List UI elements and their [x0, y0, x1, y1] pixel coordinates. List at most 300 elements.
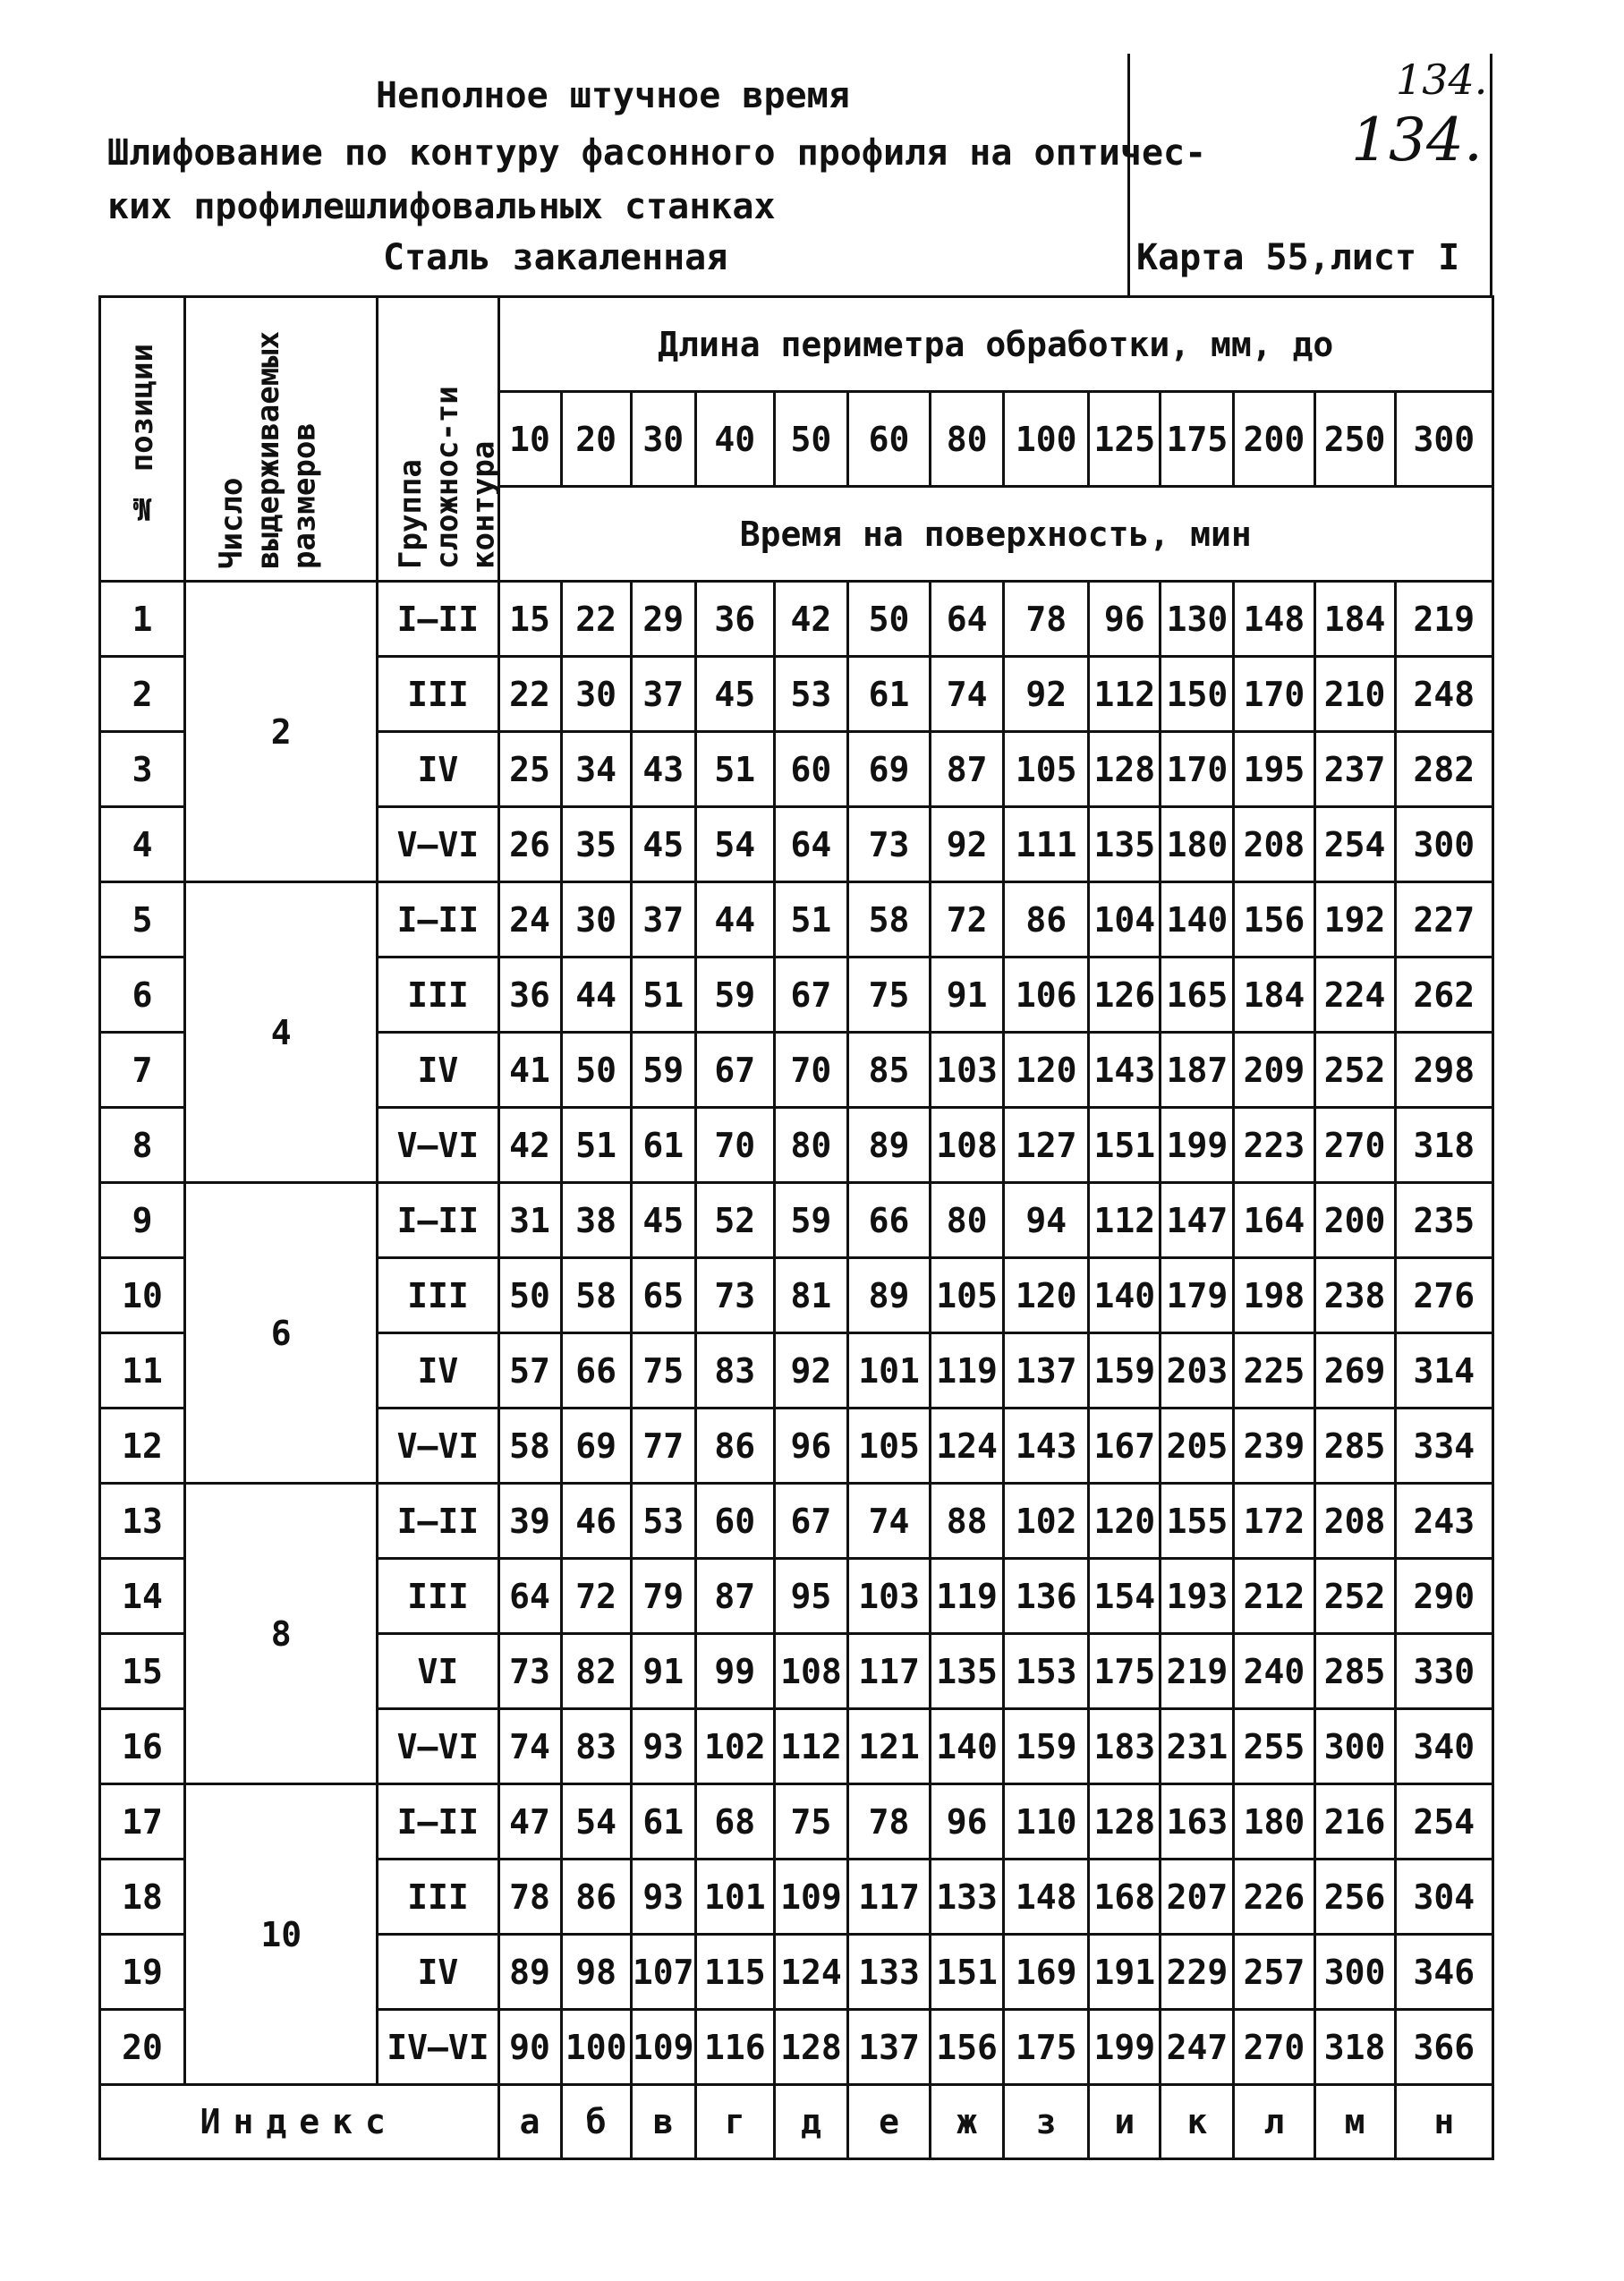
- time-value-cell: 128: [774, 2010, 847, 2085]
- time-value-cell: 119: [931, 1559, 1004, 1634]
- time-value-cell: 155: [1161, 1484, 1234, 1559]
- time-value-cell: 68: [695, 1784, 774, 1860]
- time-value-cell: 35: [561, 807, 631, 882]
- time-value-cell: 126: [1089, 958, 1161, 1033]
- complexity-group-cell: VI: [378, 1634, 498, 1709]
- position-cell: 9: [100, 1183, 185, 1258]
- position-cell: 13: [100, 1484, 185, 1559]
- index-letter: к: [1161, 2085, 1234, 2159]
- time-value-cell: 285: [1314, 1634, 1395, 1709]
- time-value-cell: 38: [561, 1183, 631, 1258]
- time-value-cell: 96: [931, 1784, 1004, 1860]
- time-value-cell: 231: [1161, 1709, 1234, 1784]
- time-value-cell: 61: [631, 1784, 695, 1860]
- time-value-cell: 75: [631, 1333, 695, 1409]
- time-value-cell: 109: [631, 2010, 695, 2085]
- time-value-cell: 133: [931, 1860, 1004, 1935]
- time-value-cell: 45: [631, 807, 695, 882]
- length-value: 20: [561, 392, 631, 487]
- time-value-cell: 148: [1004, 1860, 1089, 1935]
- time-value-cell: 99: [695, 1634, 774, 1709]
- time-value-cell: 57: [498, 1333, 561, 1409]
- complexity-group-cell: I–II: [378, 1183, 498, 1258]
- group-column-header: Группа сложнос-ти контура: [378, 297, 498, 582]
- time-value-cell: 22: [498, 657, 561, 732]
- time-value-cell: 209: [1234, 1033, 1314, 1108]
- time-value-cell: 51: [561, 1108, 631, 1183]
- time-value-cell: 45: [695, 657, 774, 732]
- time-value-cell: 50: [498, 1258, 561, 1333]
- time-value-cell: 36: [695, 582, 774, 657]
- length-value: 60: [847, 392, 930, 487]
- time-value-cell: 73: [695, 1258, 774, 1333]
- time-value-cell: 83: [695, 1333, 774, 1409]
- time-value-cell: 101: [847, 1333, 930, 1409]
- time-value-cell: 124: [931, 1409, 1004, 1484]
- page-number-handwritten-2: 134.: [1351, 106, 1483, 174]
- time-value-cell: 30: [561, 882, 631, 958]
- time-value-cell: 22: [561, 582, 631, 657]
- length-value: 50: [774, 392, 847, 487]
- index-letter: г: [695, 2085, 774, 2159]
- time-value-cell: 96: [1089, 582, 1161, 657]
- time-value-cell: 43: [631, 732, 695, 807]
- length-value: 80: [931, 392, 1004, 487]
- time-value-cell: 111: [1004, 807, 1089, 882]
- time-value-cell: 180: [1234, 1784, 1314, 1860]
- time-value-cell: 86: [695, 1409, 774, 1484]
- time-value-cell: 102: [695, 1709, 774, 1784]
- time-value-cell: 46: [561, 1484, 631, 1559]
- time-value-cell: 89: [847, 1258, 930, 1333]
- complexity-group-cell: III: [378, 958, 498, 1033]
- time-value-cell: 156: [1234, 882, 1314, 958]
- time-value-cell: 44: [695, 882, 774, 958]
- time-value-cell: 124: [774, 1935, 847, 2010]
- time-value-cell: 92: [1004, 657, 1089, 732]
- time-value-cell: 193: [1161, 1559, 1234, 1634]
- time-value-cell: 103: [847, 1559, 930, 1634]
- time-value-cell: 135: [931, 1634, 1004, 1709]
- time-value-cell: 282: [1395, 732, 1492, 807]
- index-letter: е: [847, 2085, 930, 2159]
- position-cell: 5: [100, 882, 185, 958]
- time-value-cell: 92: [774, 1333, 847, 1409]
- time-value-cell: 300: [1395, 807, 1492, 882]
- time-value-cell: 70: [774, 1033, 847, 1108]
- length-value: 175: [1161, 392, 1234, 487]
- material-label: Сталь закаленная: [383, 237, 728, 278]
- time-value-cell: 120: [1004, 1258, 1089, 1333]
- length-value: 125: [1089, 392, 1161, 487]
- time-value-cell: 117: [847, 1860, 930, 1935]
- time-value-cell: 237: [1314, 732, 1395, 807]
- time-value-cell: 31: [498, 1183, 561, 1258]
- time-value-cell: 252: [1314, 1033, 1395, 1108]
- position-cell: 8: [100, 1108, 185, 1183]
- time-value-cell: 100: [561, 2010, 631, 2085]
- time-value-cell: 203: [1161, 1333, 1234, 1409]
- time-value-cell: 89: [498, 1935, 561, 2010]
- sizes-column-header: Число выдерживаемых размеров: [185, 297, 378, 582]
- time-value-cell: 248: [1395, 657, 1492, 732]
- table-row: [100, 1484, 1493, 1559]
- time-value-cell: 66: [561, 1333, 631, 1409]
- time-value-cell: 75: [774, 1784, 847, 1860]
- time-value-cell: 50: [561, 1033, 631, 1108]
- time-value-cell: 205: [1161, 1409, 1234, 1484]
- complexity-group-cell: V–VI: [378, 1709, 498, 1784]
- card-number: Карта 55,лист I: [1136, 237, 1460, 278]
- time-value-cell: 167: [1089, 1409, 1161, 1484]
- time-value-cell: 74: [498, 1709, 561, 1784]
- time-value-cell: 95: [774, 1559, 847, 1634]
- position-cell: 14: [100, 1559, 185, 1634]
- time-value-cell: 300: [1314, 1709, 1395, 1784]
- time-value-cell: 330: [1395, 1634, 1492, 1709]
- time-value-cell: 240: [1234, 1634, 1314, 1709]
- length-value: 40: [695, 392, 774, 487]
- index-letter: д: [774, 2085, 847, 2159]
- complexity-group-cell: III: [378, 1258, 498, 1333]
- time-value-cell: 243: [1395, 1484, 1492, 1559]
- time-value-cell: 59: [774, 1183, 847, 1258]
- position-cell: 16: [100, 1709, 185, 1784]
- sizes-count-cell: 10: [185, 1784, 378, 2085]
- position-cell: 10: [100, 1258, 185, 1333]
- time-value-cell: 269: [1314, 1333, 1395, 1409]
- time-value-cell: 109: [774, 1860, 847, 1935]
- position-cell: 17: [100, 1784, 185, 1860]
- index-letter: ж: [931, 2085, 1004, 2159]
- time-value-cell: 69: [847, 732, 930, 807]
- time-value-cell: 26: [498, 807, 561, 882]
- index-letter: з: [1004, 2085, 1089, 2159]
- time-value-cell: 98: [561, 1935, 631, 2010]
- time-value-cell: 91: [931, 958, 1004, 1033]
- time-value-cell: 88: [931, 1484, 1004, 1559]
- time-value-cell: 229: [1161, 1935, 1234, 2010]
- complexity-group-cell: I–II: [378, 1484, 498, 1559]
- time-value-cell: 140: [1161, 882, 1234, 958]
- complexity-group-cell: I–II: [378, 882, 498, 958]
- time-value-cell: 51: [774, 882, 847, 958]
- complexity-group-cell: III: [378, 657, 498, 732]
- time-value-cell: 42: [774, 582, 847, 657]
- time-value-cell: 59: [695, 958, 774, 1033]
- time-value-cell: 92: [931, 807, 1004, 882]
- position-cell: 7: [100, 1033, 185, 1108]
- time-value-cell: 72: [931, 882, 1004, 958]
- complexity-group-cell: III: [378, 1559, 498, 1634]
- time-value-cell: 154: [1089, 1559, 1161, 1634]
- time-value-cell: 52: [695, 1183, 774, 1258]
- position-cell: 1: [100, 582, 185, 657]
- time-value-cell: 79: [631, 1559, 695, 1634]
- time-value-cell: 67: [695, 1033, 774, 1108]
- time-value-cell: 34: [561, 732, 631, 807]
- time-value-cell: 164: [1234, 1183, 1314, 1258]
- time-header: Время на поверхность, мин: [498, 487, 1492, 582]
- time-value-cell: 45: [631, 1183, 695, 1258]
- complexity-group-cell: IV: [378, 732, 498, 807]
- time-value-cell: 137: [1004, 1333, 1089, 1409]
- header-divider: [1127, 54, 1130, 295]
- time-value-cell: 108: [774, 1634, 847, 1709]
- time-value-cell: 135: [1089, 807, 1161, 882]
- time-value-cell: 200: [1314, 1183, 1395, 1258]
- time-value-cell: 96: [774, 1409, 847, 1484]
- time-value-cell: 115: [695, 1935, 774, 2010]
- time-value-cell: 133: [847, 1935, 930, 2010]
- table-row: [100, 882, 1493, 958]
- complexity-group-cell: V–VI: [378, 1409, 498, 1484]
- time-value-cell: 175: [1089, 1634, 1161, 1709]
- time-value-cell: 184: [1314, 582, 1395, 657]
- time-value-cell: 183: [1089, 1709, 1161, 1784]
- index-letter: л: [1234, 2085, 1314, 2159]
- time-value-cell: 15: [498, 582, 561, 657]
- time-value-cell: 87: [695, 1559, 774, 1634]
- time-value-cell: 120: [1004, 1033, 1089, 1108]
- time-value-cell: 47: [498, 1784, 561, 1860]
- position-cell: 3: [100, 732, 185, 807]
- time-value-cell: 156: [931, 2010, 1004, 2085]
- time-value-cell: 119: [931, 1333, 1004, 1409]
- time-value-cell: 112: [774, 1709, 847, 1784]
- time-value-cell: 74: [931, 657, 1004, 732]
- time-value-cell: 78: [847, 1784, 930, 1860]
- time-value-cell: 107: [631, 1935, 695, 2010]
- time-value-cell: 143: [1089, 1033, 1161, 1108]
- time-value-cell: 247: [1161, 2010, 1234, 2085]
- time-value-cell: 290: [1395, 1559, 1492, 1634]
- time-value-cell: 73: [498, 1634, 561, 1709]
- time-value-cell: 66: [847, 1183, 930, 1258]
- time-value-cell: 30: [561, 657, 631, 732]
- time-value-cell: 36: [498, 958, 561, 1033]
- time-value-cell: 61: [631, 1108, 695, 1183]
- position-cell: 6: [100, 958, 185, 1033]
- time-value-cell: 93: [631, 1860, 695, 1935]
- time-value-cell: 85: [847, 1033, 930, 1108]
- time-value-cell: 105: [1004, 732, 1089, 807]
- time-value-cell: 147: [1161, 1183, 1234, 1258]
- time-value-cell: 192: [1314, 882, 1395, 958]
- time-value-cell: 140: [1089, 1258, 1161, 1333]
- time-value-cell: 169: [1004, 1935, 1089, 2010]
- time-value-cell: 37: [631, 657, 695, 732]
- time-value-cell: 143: [1004, 1409, 1089, 1484]
- time-value-cell: 224: [1314, 958, 1395, 1033]
- complexity-group-cell: III: [378, 1860, 498, 1935]
- position-column-header: № позиции: [100, 297, 185, 582]
- time-value-cell: 262: [1395, 958, 1492, 1033]
- time-value-cell: 106: [1004, 958, 1089, 1033]
- time-value-cell: 67: [774, 958, 847, 1033]
- time-value-cell: 128: [1089, 1784, 1161, 1860]
- length-value: 200: [1234, 392, 1314, 487]
- time-value-cell: 130: [1161, 582, 1234, 657]
- time-value-cell: 170: [1234, 657, 1314, 732]
- time-value-cell: 256: [1314, 1860, 1395, 1935]
- table-row: [100, 582, 1493, 657]
- time-value-cell: 74: [847, 1484, 930, 1559]
- time-value-cell: 219: [1395, 582, 1492, 657]
- time-value-cell: 195: [1234, 732, 1314, 807]
- time-value-cell: 80: [774, 1108, 847, 1183]
- time-value-cell: 86: [1004, 882, 1089, 958]
- time-value-cell: 219: [1161, 1634, 1234, 1709]
- time-value-cell: 153: [1004, 1634, 1089, 1709]
- index-letter: н: [1395, 2085, 1492, 2159]
- time-value-cell: 42: [498, 1108, 561, 1183]
- header-right-border: [1490, 54, 1492, 295]
- index-letter: и: [1089, 2085, 1161, 2159]
- time-value-cell: 73: [847, 807, 930, 882]
- time-value-cell: 65: [631, 1258, 695, 1333]
- length-value: 100: [1004, 392, 1089, 487]
- length-value: 30: [631, 392, 695, 487]
- complexity-group-cell: V–VI: [378, 807, 498, 882]
- time-value-cell: 104: [1089, 882, 1161, 958]
- time-value-cell: 346: [1395, 1935, 1492, 2010]
- operation-line-1: Шлифование по контуру фасонного профиля на оптичес-: [107, 132, 1207, 174]
- time-value-cell: 151: [931, 1935, 1004, 2010]
- time-value-cell: 75: [847, 958, 930, 1033]
- time-value-cell: 216: [1314, 1784, 1395, 1860]
- time-value-cell: 116: [695, 2010, 774, 2085]
- position-cell: 15: [100, 1634, 185, 1709]
- time-value-cell: 238: [1314, 1258, 1395, 1333]
- time-value-cell: 270: [1234, 2010, 1314, 2085]
- complexity-group-cell: I–II: [378, 582, 498, 657]
- time-value-cell: 179: [1161, 1258, 1234, 1333]
- time-value-cell: 148: [1234, 582, 1314, 657]
- time-value-cell: 24: [498, 882, 561, 958]
- time-value-cell: 168: [1089, 1860, 1161, 1935]
- time-value-cell: 90: [498, 2010, 561, 2085]
- time-value-cell: 128: [1089, 732, 1161, 807]
- time-value-cell: 207: [1161, 1860, 1234, 1935]
- time-value-cell: 78: [1004, 582, 1089, 657]
- time-value-cell: 285: [1314, 1409, 1395, 1484]
- time-value-cell: 210: [1314, 657, 1395, 732]
- time-value-cell: 64: [498, 1559, 561, 1634]
- time-value-cell: 78: [498, 1860, 561, 1935]
- time-value-cell: 137: [847, 2010, 930, 2085]
- time-value-cell: 140: [931, 1709, 1004, 1784]
- time-value-cell: 184: [1234, 958, 1314, 1033]
- time-value-cell: 117: [847, 1634, 930, 1709]
- time-value-cell: 257: [1234, 1935, 1314, 2010]
- time-value-cell: 252: [1314, 1559, 1395, 1634]
- time-value-cell: 39: [498, 1484, 561, 1559]
- time-value-cell: 37: [631, 882, 695, 958]
- time-value-cell: 58: [498, 1409, 561, 1484]
- position-cell: 4: [100, 807, 185, 882]
- time-value-cell: 318: [1314, 2010, 1395, 2085]
- length-value: 10: [498, 392, 561, 487]
- time-value-cell: 64: [931, 582, 1004, 657]
- time-value-cell: 112: [1089, 657, 1161, 732]
- time-value-cell: 159: [1004, 1709, 1089, 1784]
- time-value-cell: 334: [1395, 1409, 1492, 1484]
- time-value-cell: 159: [1089, 1333, 1161, 1409]
- time-value-cell: 61: [847, 657, 930, 732]
- complexity-group-cell: IV: [378, 1333, 498, 1409]
- index-label: Индекс: [100, 2085, 499, 2159]
- time-value-cell: 227: [1395, 882, 1492, 958]
- time-value-cell: 304: [1395, 1860, 1492, 1935]
- time-value-cell: 81: [774, 1258, 847, 1333]
- time-value-cell: 82: [561, 1634, 631, 1709]
- time-value-cell: 105: [847, 1409, 930, 1484]
- time-value-cell: 108: [931, 1108, 1004, 1183]
- time-value-cell: 150: [1161, 657, 1234, 732]
- time-value-cell: 318: [1395, 1108, 1492, 1183]
- time-value-cell: 77: [631, 1409, 695, 1484]
- length-header: Длина периметра обработки, мм, до: [498, 297, 1492, 392]
- time-value-cell: 340: [1395, 1709, 1492, 1784]
- time-value-cell: 175: [1004, 2010, 1089, 2085]
- time-value-cell: 105: [931, 1258, 1004, 1333]
- time-value-cell: 102: [1004, 1484, 1089, 1559]
- time-value-cell: 165: [1161, 958, 1234, 1033]
- time-value-cell: 69: [561, 1409, 631, 1484]
- time-value-cell: 51: [695, 732, 774, 807]
- time-value-cell: 89: [847, 1108, 930, 1183]
- time-value-cell: 25: [498, 732, 561, 807]
- time-value-cell: 163: [1161, 1784, 1234, 1860]
- position-cell: 19: [100, 1935, 185, 2010]
- time-value-cell: 51: [631, 958, 695, 1033]
- position-cell: 18: [100, 1860, 185, 1935]
- operation-line-2: ких профилешлифовальных станках: [107, 186, 776, 227]
- position-cell: 20: [100, 2010, 185, 2085]
- page-number-handwritten-1: 134.: [1396, 55, 1488, 104]
- time-value-cell: 50: [847, 582, 930, 657]
- norms-table: [98, 295, 1494, 2160]
- sizes-count-cell: 4: [185, 882, 378, 1183]
- time-value-cell: 300: [1314, 1935, 1395, 2010]
- position-cell: 11: [100, 1333, 185, 1409]
- time-value-cell: 121: [847, 1709, 930, 1784]
- complexity-group-cell: IV: [378, 1033, 498, 1108]
- time-value-cell: 29: [631, 582, 695, 657]
- header-block: [98, 54, 1494, 298]
- time-value-cell: 199: [1161, 1108, 1234, 1183]
- time-value-cell: 151: [1089, 1108, 1161, 1183]
- length-value: 250: [1314, 392, 1395, 487]
- index-letter: б: [561, 2085, 631, 2159]
- time-value-cell: 72: [561, 1559, 631, 1634]
- time-value-cell: 187: [1161, 1033, 1234, 1108]
- index-row: [100, 2085, 1493, 2159]
- time-value-cell: 103: [931, 1033, 1004, 1108]
- time-value-cell: 83: [561, 1709, 631, 1784]
- page-title: Неполное штучное время: [376, 75, 850, 116]
- table-row: [100, 1183, 1493, 1258]
- time-value-cell: 223: [1234, 1108, 1314, 1183]
- position-cell: 2: [100, 657, 185, 732]
- time-value-cell: 112: [1089, 1183, 1161, 1258]
- sizes-count-cell: 2: [185, 582, 378, 882]
- time-value-cell: 212: [1234, 1559, 1314, 1634]
- length-value: 300: [1395, 392, 1492, 487]
- time-value-cell: 54: [695, 807, 774, 882]
- time-value-cell: 120: [1089, 1484, 1161, 1559]
